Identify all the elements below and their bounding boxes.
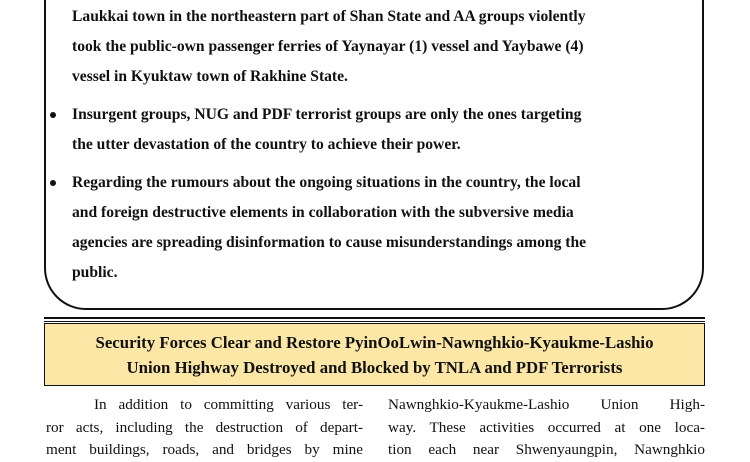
text-line: Nawnghkio-Kyaukme-Lashio Union High- [388,396,705,413]
text-line: and foreign destructive elements in collaboration with the subversive media [72,204,574,221]
article-headline [44,323,705,386]
text-line: ror acts, including the destruction of depart- [46,418,363,436]
bullet-icon [50,112,56,118]
bullet-item [72,100,682,160]
text-line: the utter devastation of the country to achieve their power. [72,136,461,153]
text-line: agencies are spreading disinformation to cause misunderstandings among the [72,234,587,251]
text-line: vessel in Kyuktaw town of Rakhine State. [72,68,348,85]
statement-intro [72,2,682,92]
section-divider [44,321,705,322]
text-line: public. [72,264,118,281]
text-line: Laukkai town in the northeastern part of Shan State and AA groups violently [72,8,586,25]
text-line: tion each near Shwenyaungpin, Nawnghkio [388,441,705,458]
article-column-left [46,394,363,462]
article-column-right [388,394,705,462]
headline-line: Security Forces Clear and Restore PyinOoLwin-Nawnghkio-Kyaukme-Lashio [95,332,654,352]
text-line: ment buildings, roads, and bridges by mine [46,441,363,458]
text-line: way. These activities occurred at one loca- [388,418,705,436]
text-line: Regarding the rumours about the ongoing situations in the country, the local [72,174,581,191]
bullet-icon [50,180,56,186]
bullet-item [72,168,682,288]
text-line: Insurgent groups, NUG and PDF terrorist groups are only the ones targeting [72,106,582,123]
text-line: In addition to committing various ter- [94,396,363,413]
text-line: took the public-own passenger ferries of Yaynayar (1) vessel and Yaybawe (4) [72,38,584,55]
headline-line: Union Highway Destroyed and Blocked by TNLA and PDF Terrorists [126,357,623,377]
statement-bullets [72,100,682,288]
statement-content [72,2,682,288]
section-divider [44,317,705,319]
